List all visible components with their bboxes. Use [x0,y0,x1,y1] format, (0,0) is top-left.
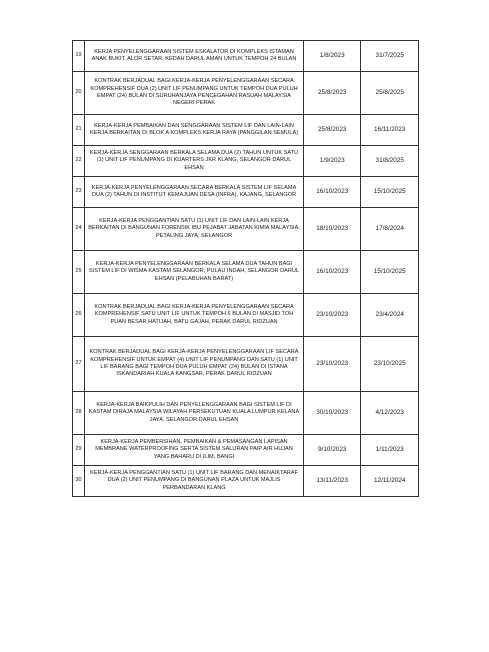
row-start-date: 1/8/2023 [303,41,360,72]
row-number: 25 [73,251,85,294]
row-number: 27 [73,337,85,392]
row-end-date: 17/8/2024 [361,208,419,251]
row-description: KERJA-KERJA BAIKPULIH DAN PENYELENGGARAAN BAGI SISTEM LIF DI KASTAM DIRAJA MALAYSIA WILAYAH PERSEKUTUAN KUALA LUMPUR KELANA JAYA, SELANGOR DARUL EHSAN [85,392,304,435]
row-description: KERJA-KERJA PENYELENGGARAAN SECARA BERKALA SISTEM LIF SELAMA DUA (2) TAHUN DI INSTITUT KEMAJUAN DESA (INFRA), KAJANG, SELANGOR [85,177,304,208]
row-number: 19 [73,41,85,72]
table-row [73,435,419,466]
row-start-date: 1/9/2023 [303,146,360,177]
row-start-date: 16/10/2023 [303,251,360,294]
row-start-date: 30/10/2023 [303,392,360,435]
table-row [73,177,419,208]
row-description: KONTRAK BERJADUAL BAGI KERJA-KERJA PENYELENGGARAAN SECARA KOMPREHENSIF DUA (2) UNIT LIF PENUMPANG UNTUK TEMPOH DUA PULUH EMPAT (24) BULAN DI SURUHANJAYA PENCEGAHAN RASUAH MALAYSIA NEGERI PERAK [85,72,304,115]
row-description: KERJA-KERJA PENYELENGGARAAN BERKALA SELAMA DUA TAHUN BAGI SISTEM LIF DI WISMA KASTAM SELANGOR, PULAU INDAH, SELANGOR DARUL EHSAN (PELABUHAN BARAT) [85,251,304,294]
row-end-date: 31/7/2025 [361,41,419,72]
table-row [73,115,419,146]
row-description: KERJA-KERJA PENGGANTIAN SATU (1) UNIT LIF BARANG DAN MENAIKTARAF DUA (2) UNIT PENUMPANG DI BANGUNAN PLAZA UNTUK MAJLIS PERBANDARAN KLANG [85,466,304,497]
row-end-date: 15/10/2025 [361,251,419,294]
row-end-date: 25/8/2025 [361,72,419,115]
row-number: 23 [73,177,85,208]
table-row [73,208,419,251]
row-number: 28 [73,392,85,435]
row-description: KERJA-KERJA PENGGANTIAN SATU (1) UNIT LIF DAN LAIN-LAIN KERJA BERKAITAN DI BANGUNAN FORENSIK IBU PEJABAT JABATAN KIMIA MALAYSIA, PETALING JAYA, SELANGOR [85,208,304,251]
row-start-date: 23/10/2023 [303,337,360,392]
row-description: KONTRAK BERJADUAL BAGI KERJA-KERJA PENYELENGGARAAN LIF SECARA KOMPREHENSIF UNTUK EMPAT (4) UNIT LIF PENUMPANG DAN SATU (1) UNIT LIF BARANG BAGI TEMPOH DUA PULUH EMPAT (24) BULAN DI ISTANA ISKANDARIAH KUALA KANGSAR, PERAK DARUL RIDZUAN [85,337,304,392]
row-start-date: 9/10/2023 [303,435,360,466]
row-number: 24 [73,208,85,251]
row-number: 30 [73,466,85,497]
row-start-date: 16/10/2023 [303,177,360,208]
row-number: 29 [73,435,85,466]
row-description: KERJA-KERJA PEMBAIKAN DAN SENGGARAAN SISTEM LIF DAN LAIN-LAIN KERJA BERKAITAN DI BLOK A KOMPLEKS KERJA RAYA (PANGGILAN SEMULA) [85,115,304,146]
table-row [73,294,419,337]
table-row [73,337,419,392]
contract-table-body [73,41,419,497]
row-start-date: 25/8/2023 [303,72,360,115]
table-row [73,41,419,72]
row-description: KERJA-KERJA SENGGARAAN BERKALA SELAMA DUA (2) TAHUN UNTUK SATU (1) UNIT LIF PENUMPANG DI KUARTERS JKR KLANG, SELANGOR DARUL EHSAN [85,146,304,177]
row-end-date: 12/11/2024 [361,466,419,497]
table-row [73,72,419,115]
row-end-date: 1/11/2023 [361,435,419,466]
row-end-date: 23/4/2024 [361,294,419,337]
contract-table [72,40,419,497]
table-row [73,251,419,294]
table-row [73,466,419,497]
row-number: 22 [73,146,85,177]
row-end-date: 15/10/2025 [361,177,419,208]
row-end-date: 23/10/2025 [361,337,419,392]
row-start-date: 18/10/2023 [303,208,360,251]
row-number: 26 [73,294,85,337]
row-description: KERJA PENYELENGGARAAN SISTEM ESKALATOR DI KOMPLEKS ISTAMAN ANAK BUKIT, ALOR SETAR, KEDAH DARUL AMAN UNTUK TEMPOH 24 BULAN [85,41,304,72]
table-row [73,392,419,435]
row-number: 20 [73,72,85,115]
row-description: KERJA-KERJA PEMBERSIHAN, PEMBAIKAN & PEMASANGAN LAPISAN MEMBRANE WATERPROOFING SERTA SISTEM SALURAN PAIP AIR HUJAN YANG BAHARU DI ILIM, BANGI [85,435,304,466]
row-start-date: 25/8/2023 [303,115,360,146]
row-end-date: 31/8/2025 [361,146,419,177]
row-number: 21 [73,115,85,146]
row-start-date: 23/10/2023 [303,294,360,337]
row-description: KONTRAK BERJADUAL BAGI KERJA-KERJA PENYELENGGARAAN SECARA KOMPREHENSIF SATU UNIT LIF UNTUK TEMPOH 6 BULAN DI MASJID TOH PUAN BESAR HATIJAH, BATU GAJAH, PERAK DARUL RIDZUAN [85,294,304,337]
row-end-date: 16/11/2023 [361,115,419,146]
row-end-date: 4/12/2023 [361,392,419,435]
row-start-date: 13/11/2023 [303,466,360,497]
table-row [73,146,419,177]
contract-table-page [72,40,419,497]
